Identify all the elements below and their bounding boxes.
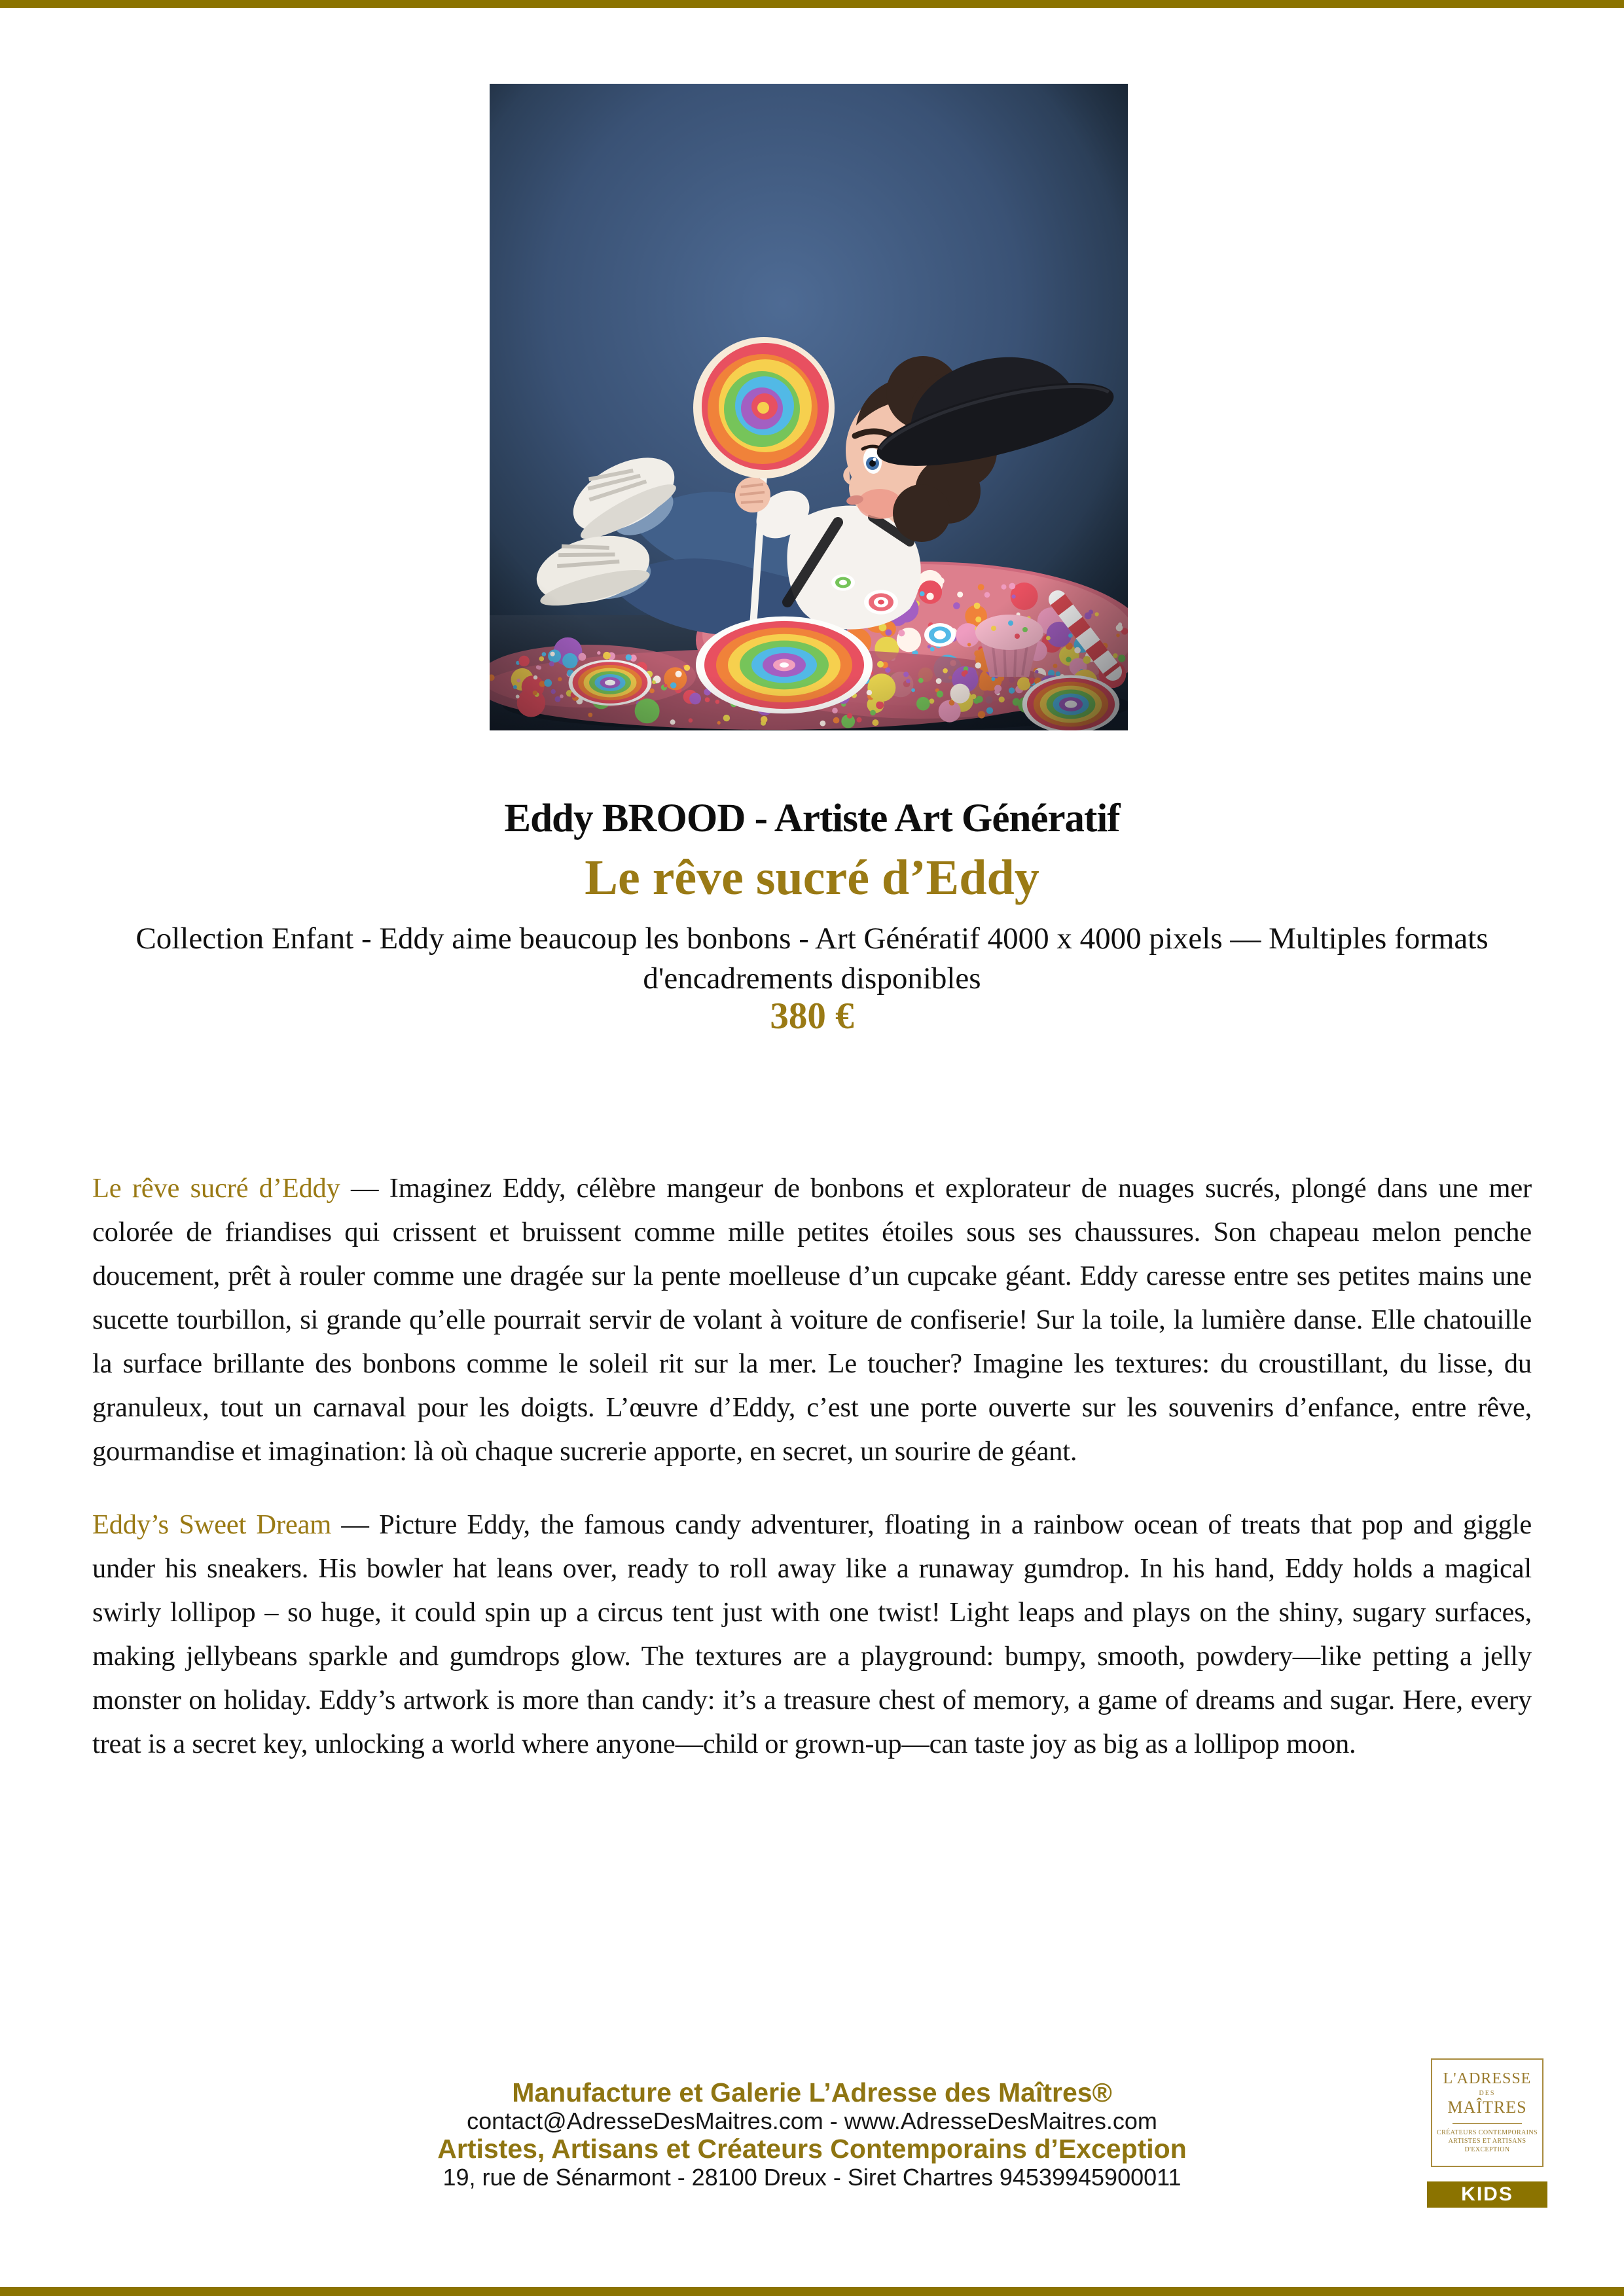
kids-collection-badge: KIDS — [1427, 2181, 1547, 2208]
logo-small-line-1: CRÉATEURS CONTEMPORAINS — [1437, 2129, 1538, 2136]
paragraph-english-lead: Eddy’s Sweet Dream — [92, 1509, 332, 1540]
artwork-description-line: Collection Enfant - Eddy aime beaucoup les bonbons - Art Génératif 4000 x 4000 pixels — Multiples formats d'encadrements disponibles — [135, 922, 1489, 996]
gallery-logo — [1431, 2058, 1543, 2167]
paragraph-english — [92, 1503, 1532, 1766]
logo-line-adresse: L'ADRESSE — [1443, 2070, 1532, 2087]
paragraph-french-body: — Imaginez Eddy, célèbre mangeur de bonbons et explorateur de nuages sucrés, plongé dans une mer colorée de friandises qui crissent et bruissent comme mille petites étoiles sous ses chaussures. Son chapeau melon penche doucement, prêt à rouler comme une dragée sur la pente moelleuse d’un cupcake géant. Eddy caresse entre ses petites mains une sucette tourbillon, si grande qu’elle pourrait servir de volant à voiture de confiserie! Sur la toile, la lumière danse. Elle chatouille la surface brillante des bonbons comme le soleil rit sur la mer. Le toucher? Imagine les textures: du croustillant, du lisse, du granuleux, tout un carnaval pour les doigts. L’œuvre d’Eddy, c’est une porte ouverte sur les souvenirs d’enfance, entre rêve, gourmandise et imagination: là où chaque sucrerie apporte, en secret, un sourire de géant. — [92, 1173, 1532, 1467]
paragraph-french-lead: Le rêve sucré d’Eddy — [92, 1173, 340, 1204]
price-label: 380 € — [770, 996, 854, 1037]
footer-address-line: 19, rue de Sénarmont - 28100 Dreux - Siret Chartres 94539945900011 — [442, 2164, 1182, 2191]
logo-line-maitres: MAÎTRES — [1447, 2098, 1527, 2117]
footer-gallery-name: Manufacture et Galerie L’Adresse des Maîtres® — [512, 2077, 1112, 2108]
logo-divider — [1453, 2123, 1522, 2124]
paragraph-english-body: — Picture Eddy, the famous candy adventurer, floating in a rainbow ocean of treats that pop and giggle under his sneakers. His bowler hat leans over, ready to roll away like a runaway gumdrop. In his hand, Eddy holds a magical swirly lollipop – so huge, it could spin up a circus tent just with one twist! Light leaps and plays on the shiny, sugary surfaces, making jellybeans sparkle and gumdrops glow. The textures are a playground: bumpy, smooth, powdery—like petting a jelly monster on holiday. Eddy’s artwork is more than candy: it’s a treasure chest of memory, a game of dreams and sugar. Here, every treat is a secret key, unlocking a world where anyone—child or grown-up—can taste joy as big as a lollipop moon. — [92, 1509, 1532, 1759]
artist-name-line: Eddy BROOD - Artiste Art Génératif — [504, 797, 1120, 840]
logo-line-des: DES — [1479, 2090, 1496, 2097]
paragraph-french — [92, 1166, 1532, 1473]
logo-small-line-2: ARTISTES ET ARTISANS — [1448, 2138, 1526, 2145]
description-paragraphs — [92, 1166, 1532, 1766]
footer-tagline: Artistes, Artisans et Créateurs Contemporains d’Exception — [437, 2134, 1187, 2164]
top-gold-bar — [0, 0, 1624, 8]
footer-block — [0, 2079, 1624, 2191]
footer-contact-line: contact@AdresseDesMaitres.com - www.AdresseDesMaitres.com — [467, 2108, 1157, 2134]
artwork-image — [490, 84, 1128, 730]
bottom-gold-bar — [0, 2287, 1624, 2296]
artwork-title: Le rêve sucré d’Eddy — [585, 850, 1039, 905]
logo-small-line-3: D'EXCEPTION — [1464, 2146, 1510, 2153]
artwork-illustration — [490, 84, 1128, 730]
